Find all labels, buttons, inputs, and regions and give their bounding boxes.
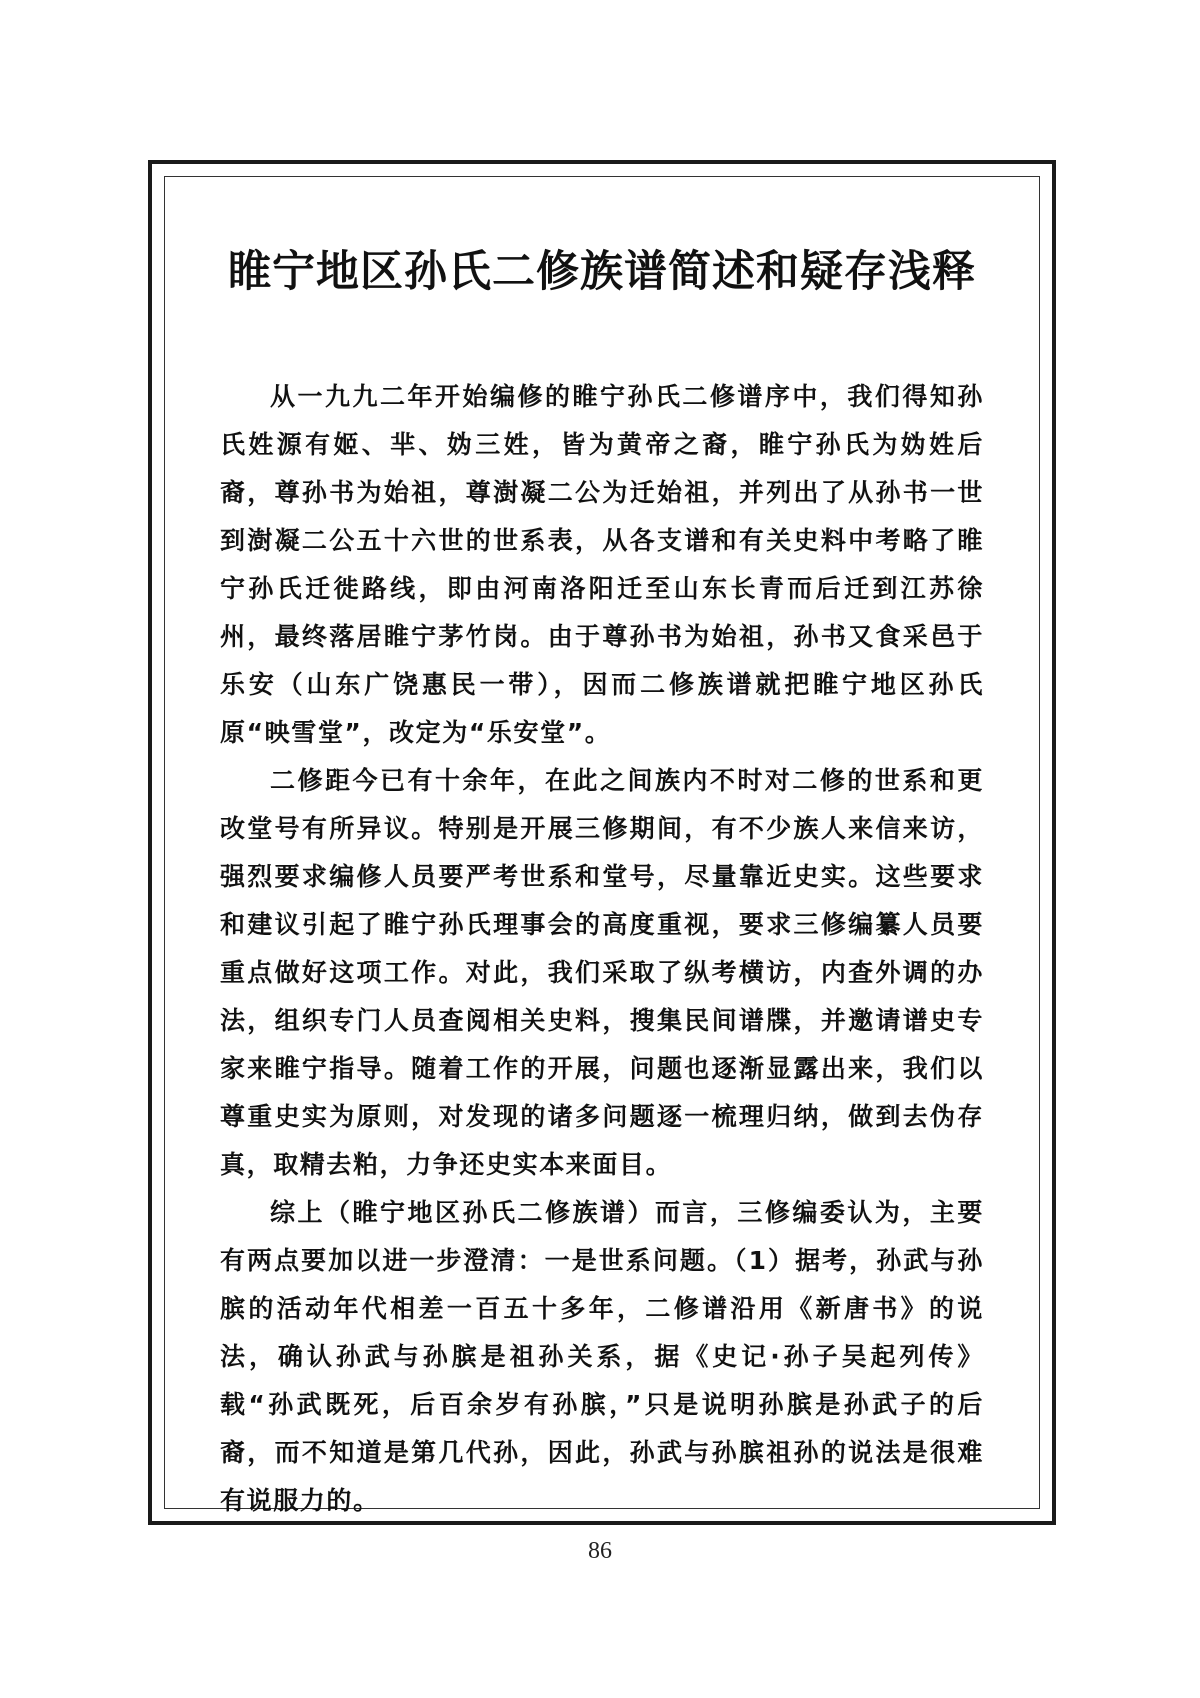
article-body — [220, 373, 984, 1525]
page-border-inner — [164, 176, 1040, 1515]
page-number: 86 — [588, 1538, 612, 1564]
paragraph-2: 二修距今已有十余年，在此之间族内不时对二修的世系和更改堂号有所异议。特别是开展三修期间，有不少族人来信来访，强烈要求编修人员要严考世系和堂号，尽量靠近史实。这些要求和建议引起了睢宁孙氏理事会的高度重视，要求三修编纂人员要重点做好这项工作。对此，我们采取了纵考横访，内查外调的办法，组织专门人员查阅相关史料，搜集民间谱牒，并邀请谱史专家来睢宁指导。随着工作的开展，问题也逐渐显露出来，我们以尊重史实为原则，对发现的诸多问题逐一梳理归纳，做到去伪存真，取精去粕，力争还史实本来面目。 — [220, 766, 984, 1179]
page-border-outer — [148, 160, 1056, 1525]
paragraph-1: 从一九九二年开始编修的睢宁孙氏二修谱序中，我们得知孙氏姓源有姬、芈、妫三姓，皆为黄帝之裔，睢宁孙氏为妫姓后裔，尊孙书为始祖，尊澍凝二公为迁始祖，并列出了从孙书一世到澍凝二公五十六世的世系表，从各支谱和有关史料中考略了睢宁孙氏迁徙路线，即由河南洛阳迁至山东长青而后迁到江苏徐州，最终落居睢宁茅竹岗。由于尊孙书为始祖，孙书又食采邑于乐安（山东广饶惠民一带），因而二修族谱就把睢宁地区孙氏原“映雪堂”，改定为“乐安堂”。 — [220, 382, 984, 747]
paragraph-3: 综上（睢宁地区孙氏二修族谱）而言，三修编委认为，主要有两点要加以进一步澄清：一是世系问题。（1）据考，孙武与孙膑的活动年代相差一百五十多年，二修谱沿用《新唐书》的说法，确认孙武与孙膑是祖孙关系，据《史记·孙子吴起列传》载“孙武既死，后百余岁有孙膑，”只是说明孙膑是孙武子的后裔，而不知道是第几代孙，因此，孙武与孙膑祖孙的说法是很难有说服力的。 — [220, 1198, 984, 1515]
article-title: 睢宁地区孙氏二修族谱简述和疑存浅释 — [228, 247, 976, 297]
